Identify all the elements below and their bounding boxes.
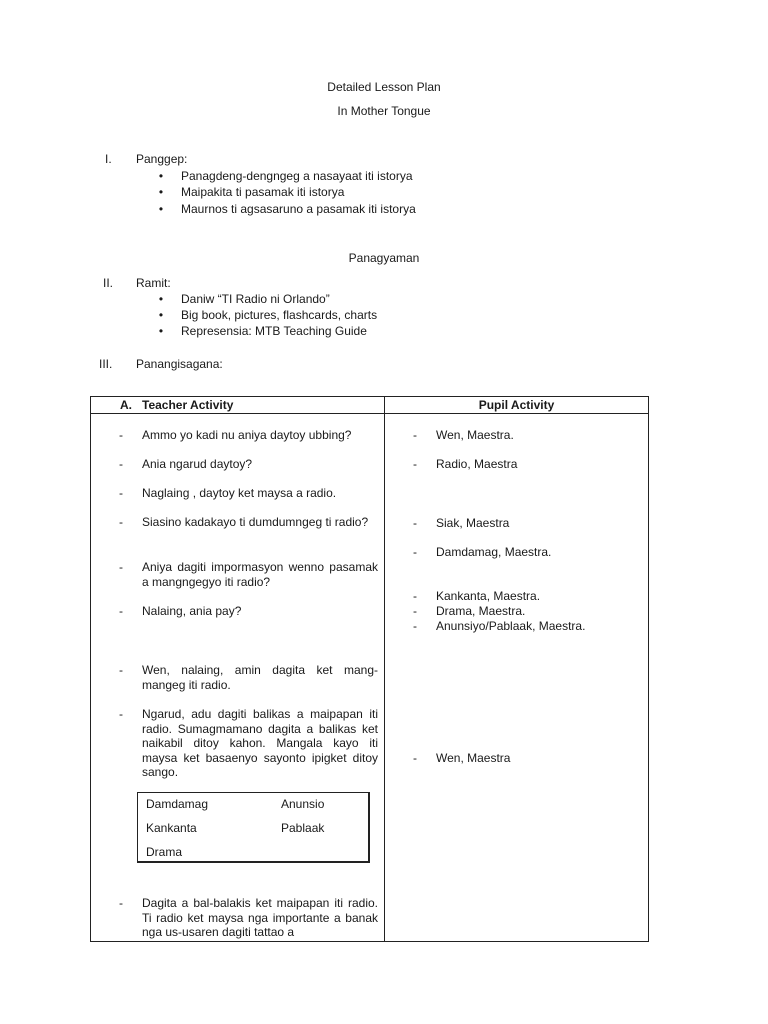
material-item: Represensia: MTB Teaching Guide	[181, 324, 367, 338]
teacher-item: Ania ngarud daytoy?	[142, 457, 253, 471]
pupil-item: Anunsiyo/Pablaak, Maestra.	[436, 619, 586, 633]
dash-marker: -	[119, 604, 123, 618]
teacher-item: Naglaing , daytoy ket maysa a radio.	[142, 486, 337, 500]
section-1-numeral: I.	[105, 152, 112, 166]
teacher-item: Nalaing, ania pay?	[142, 604, 242, 618]
pupil-item: Damdamag, Maestra.	[436, 545, 552, 559]
word-box-word: Pablaak	[281, 821, 325, 835]
table-header-divider	[91, 413, 648, 414]
dash-marker: -	[413, 516, 417, 530]
teacher-item: Ngarud, adu dagiti balikas a maipapan iti radio. Sumagmamano dagita a balikas ket naikabil ditoy kahon. Mangala kayo iti maysa ket basaenyo sayonto ipigket ditoy sango.	[142, 707, 378, 779]
dash-marker: -	[413, 619, 417, 633]
material-item: Big book, pictures, flashcards, charts	[181, 308, 378, 322]
teacher-item: Ammo yo kadi nu aniya daytoy ubbing?	[142, 428, 352, 442]
dash-marker: -	[413, 457, 417, 471]
dash-marker: -	[119, 486, 123, 500]
section-2-heading: Ramit:	[136, 276, 171, 290]
objective-item: Panagdeng-dengngeg a nasayaat iti istorya	[181, 169, 413, 183]
bullet-icon: •	[158, 292, 164, 306]
dash-marker: -	[119, 515, 123, 529]
bullet-icon: •	[158, 169, 164, 183]
section-2-numeral: II.	[103, 276, 114, 290]
dash-marker: -	[119, 428, 123, 442]
objective-item: Maipakita ti pasamak iti istorya	[181, 185, 345, 199]
bullet-icon: •	[158, 324, 164, 338]
pupil-item: Wen, Maestra.	[436, 428, 514, 442]
teacher-item: Wen, nalaing, amin dagita ket mang-mangeg iti radio.	[142, 663, 378, 692]
section-1-heading: Panggep:	[136, 152, 188, 166]
word-box-word: Drama	[146, 845, 183, 859]
teacher-item: Siasino kadakayo ti dumdumngeg ti radio?	[142, 515, 369, 529]
dash-marker: -	[413, 428, 417, 442]
teacher-item: Dagita a bal-balakis ket maipapan iti radio. Ti radio ket maysa nga importante a banak nga us-usaren dagiti tattao a	[142, 896, 378, 939]
pupil-item: Kankanta, Maestra.	[436, 589, 541, 603]
word-box-word: Damdamag	[146, 797, 209, 811]
word-box-word: Anunsio	[281, 797, 325, 811]
dash-marker: -	[413, 545, 417, 559]
pupil-item: Drama, Maestra.	[436, 604, 526, 618]
dash-marker: -	[413, 751, 417, 765]
document-title: Detailed Lesson Plan	[327, 80, 441, 94]
bullet-icon: •	[158, 202, 164, 216]
pupil-item: Radio, Maestra	[436, 457, 518, 471]
table-column-divider	[384, 397, 385, 941]
center-heading: Panagyaman	[348, 251, 420, 265]
activity-table	[90, 396, 649, 942]
teacher-header-letter: A.	[120, 398, 132, 412]
teacher-activity-header: Teacher Activity	[142, 398, 234, 412]
dash-marker: -	[119, 457, 123, 471]
document-subtitle: In Mother Tongue	[337, 104, 431, 118]
objective-item: Maurnos ti agsasaruno a pasamak iti istorya	[181, 202, 416, 216]
pupil-item: Wen, Maestra	[436, 751, 511, 765]
section-3-heading: Panangisagana:	[136, 357, 223, 371]
dash-marker: -	[119, 560, 123, 574]
bullet-icon: •	[158, 185, 164, 199]
section-3-numeral: III.	[99, 357, 113, 371]
word-box-word: Kankanta	[146, 821, 197, 835]
pupil-item: Siak, Maestra	[436, 516, 510, 530]
dash-marker: -	[413, 604, 417, 618]
pupil-activity-header: Pupil Activity	[478, 398, 555, 412]
word-box	[137, 792, 370, 863]
teacher-item: Aniya dagiti impormasyon wenno pasamak a mangngegyo iti radio?	[142, 560, 378, 589]
dash-marker: -	[119, 707, 123, 721]
dash-marker: -	[413, 589, 417, 603]
bullet-icon: •	[158, 308, 164, 322]
material-item: Daniw “TI Radio ni Orlando”	[181, 292, 330, 306]
dash-marker: -	[119, 663, 123, 677]
dash-marker: -	[119, 896, 123, 910]
